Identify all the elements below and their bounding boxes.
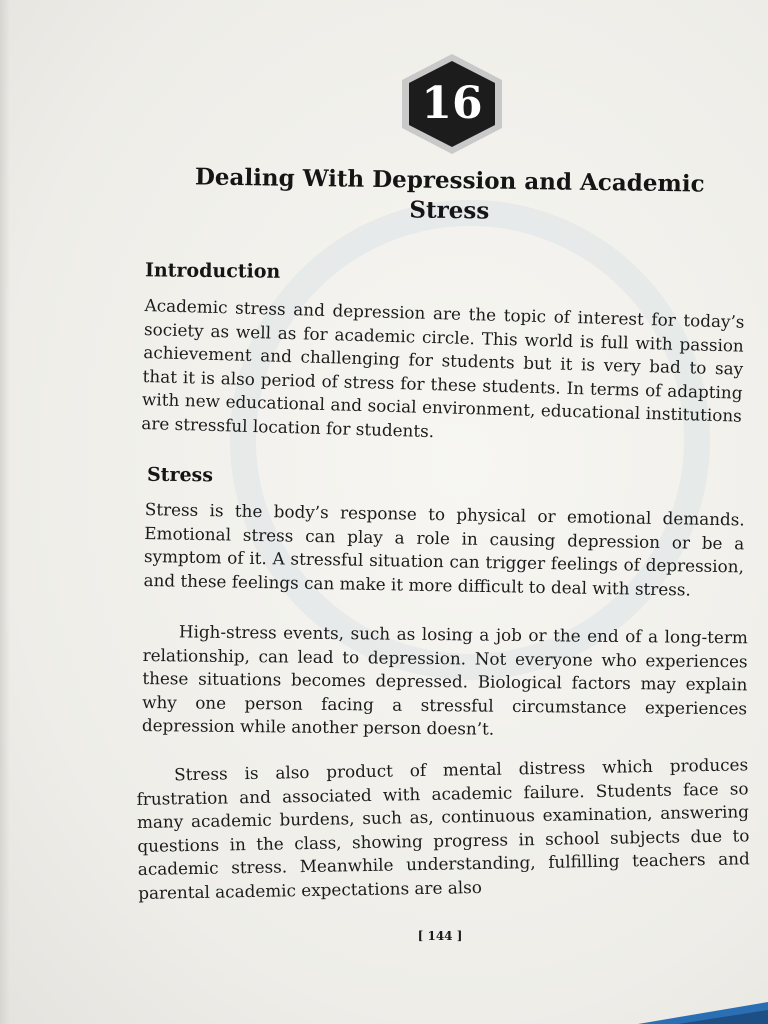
- chapter-title: Dealing With Depression and Academic Stress: [194, 163, 705, 225]
- chapter-number-badge: [397, 52, 507, 156]
- stress-paragraph-1: Stress is the body’s response to physical or emotional demands. Emotional stress can play a role in causing depression or be a symptom of it. A stressful situation can trigger feelings of depression, and these feelings can make it more difficult to deal with stress.: [143, 498, 745, 600]
- stress-paragraph-2: High-stress events, such as losing a job or the end of a long-term relationship, can lead to depression. Not everyone who experiences these situations becomes depressed. Biological factors may explain why one person facing a stressful circumstance experiences depression while another person doesn’t.: [141, 621, 748, 739]
- section-heading-stress: Stress: [146, 463, 214, 487]
- book-binding-edge: [618, 994, 768, 1024]
- chapter-number: 16: [421, 78, 483, 129]
- section-heading-introduction: Introduction: [144, 259, 281, 283]
- stress-paragraph-3: Stress is also product of mental distress which produces frustration and associated with academic failure. Students face so many academic burdens, such as, continuous examination, answering questions in the class, showing progress in school subjects due to academic stress. Meanwhile understanding, fulfilling teachers and parental academic expectations are also: [136, 754, 750, 903]
- page-number: [ 144 ]: [417, 929, 463, 943]
- introduction-paragraph: Academic stress and depression are the topic of interest for today’s society as well as for academic circle. This world is full with passion achievement and challenging for students but it is very bad to say that it is also period of stress for these students. In terms of adapting with new educational and social environment, educational institutions are stressful location for students.: [141, 294, 745, 441]
- page-left-edge-shadow: [0, 0, 10, 1024]
